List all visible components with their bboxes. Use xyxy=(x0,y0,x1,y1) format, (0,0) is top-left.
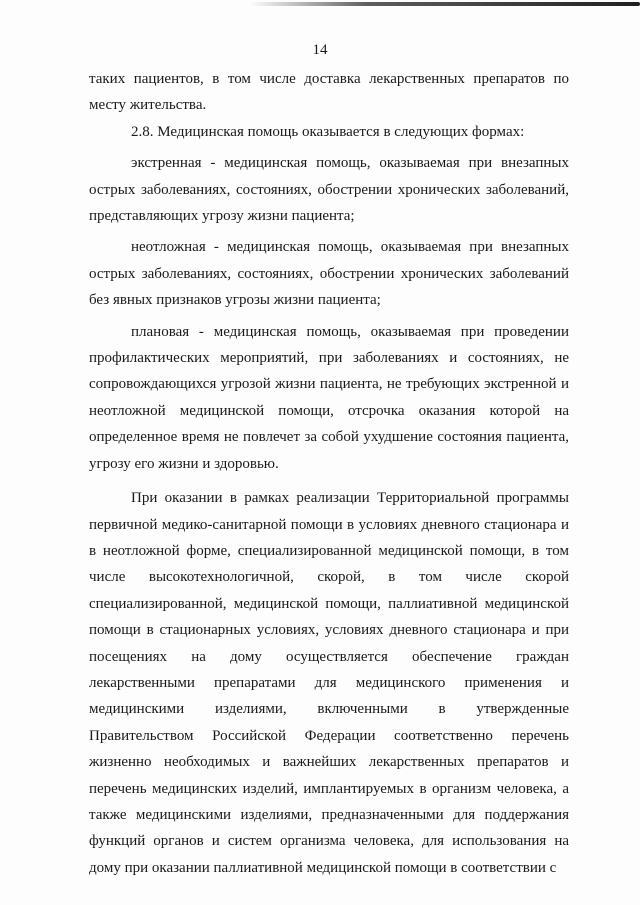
paragraph-medication-provision: При оказании в рамках реализации Территориальной программы первичной медико-санитарной помощи в условиях дневного стационара и в неотложной форме, специализированной медицинской помощи, в том числе высокотехнологичной, скорой, в том числе скорой специализированной, медицинской помощи, паллиативной медицинской помощи в стационарных условиях, условиях дневного стационара и при посещениях на дому осуществляется обеспечение граждан лекарственными препаратами для медицинского применения и медицинскими изделиями, включенными в утвержденные Правительством Российской Федерации соответственно перечень жизненно необходимых и важнейших лекарственных препаратов и перечень медицинских изделий, имплантируемых в организм человека, а также медицинскими изделиями, предназначенными для поддержания функций органов и систем организма человека, для использования на дому при оказании паллиативной медицинской помощи в соответствии с xyxy=(89,490,569,876)
paragraph-planned-form: плановая - медицинская помощь, оказываемая при проведении профилактических мероприятий, при заболеваниях и состояниях, не сопровождающихся угрозой жизни пациента, не требующих экстренной и неотложной медицинской помощи, отсрочка оказания которой на определенное время не повлечет за собой ухудшение состояния пациента, угрозу его жизни и здоровью. xyxy=(89,323,569,472)
paragraph-section-2-8: 2.8. Медицинская помощь оказывается в следующих формах: xyxy=(131,123,525,140)
document-body xyxy=(89,66,569,881)
scan-edge-mark xyxy=(250,2,640,6)
paragraph-continuation: таких пациентов, в том числе доставка лекарственных препаратов по месту жительства. xyxy=(89,71,569,114)
paragraph-emergency-form: экстренная - медицинская помощь, оказываемая при внезапных острых заболеваниях, состояниях, обострении хронических заболеваний, представляющих угрозу жизни пациента; xyxy=(89,155,569,225)
page-number: 14 xyxy=(312,42,328,58)
paragraph-urgent-form: неотложная - медицинская помощь, оказываемая при внезапных острых заболеваниях, состояниях, обострении хронических заболеваний без явных признаков угрозы жизни пациента; xyxy=(89,239,569,309)
